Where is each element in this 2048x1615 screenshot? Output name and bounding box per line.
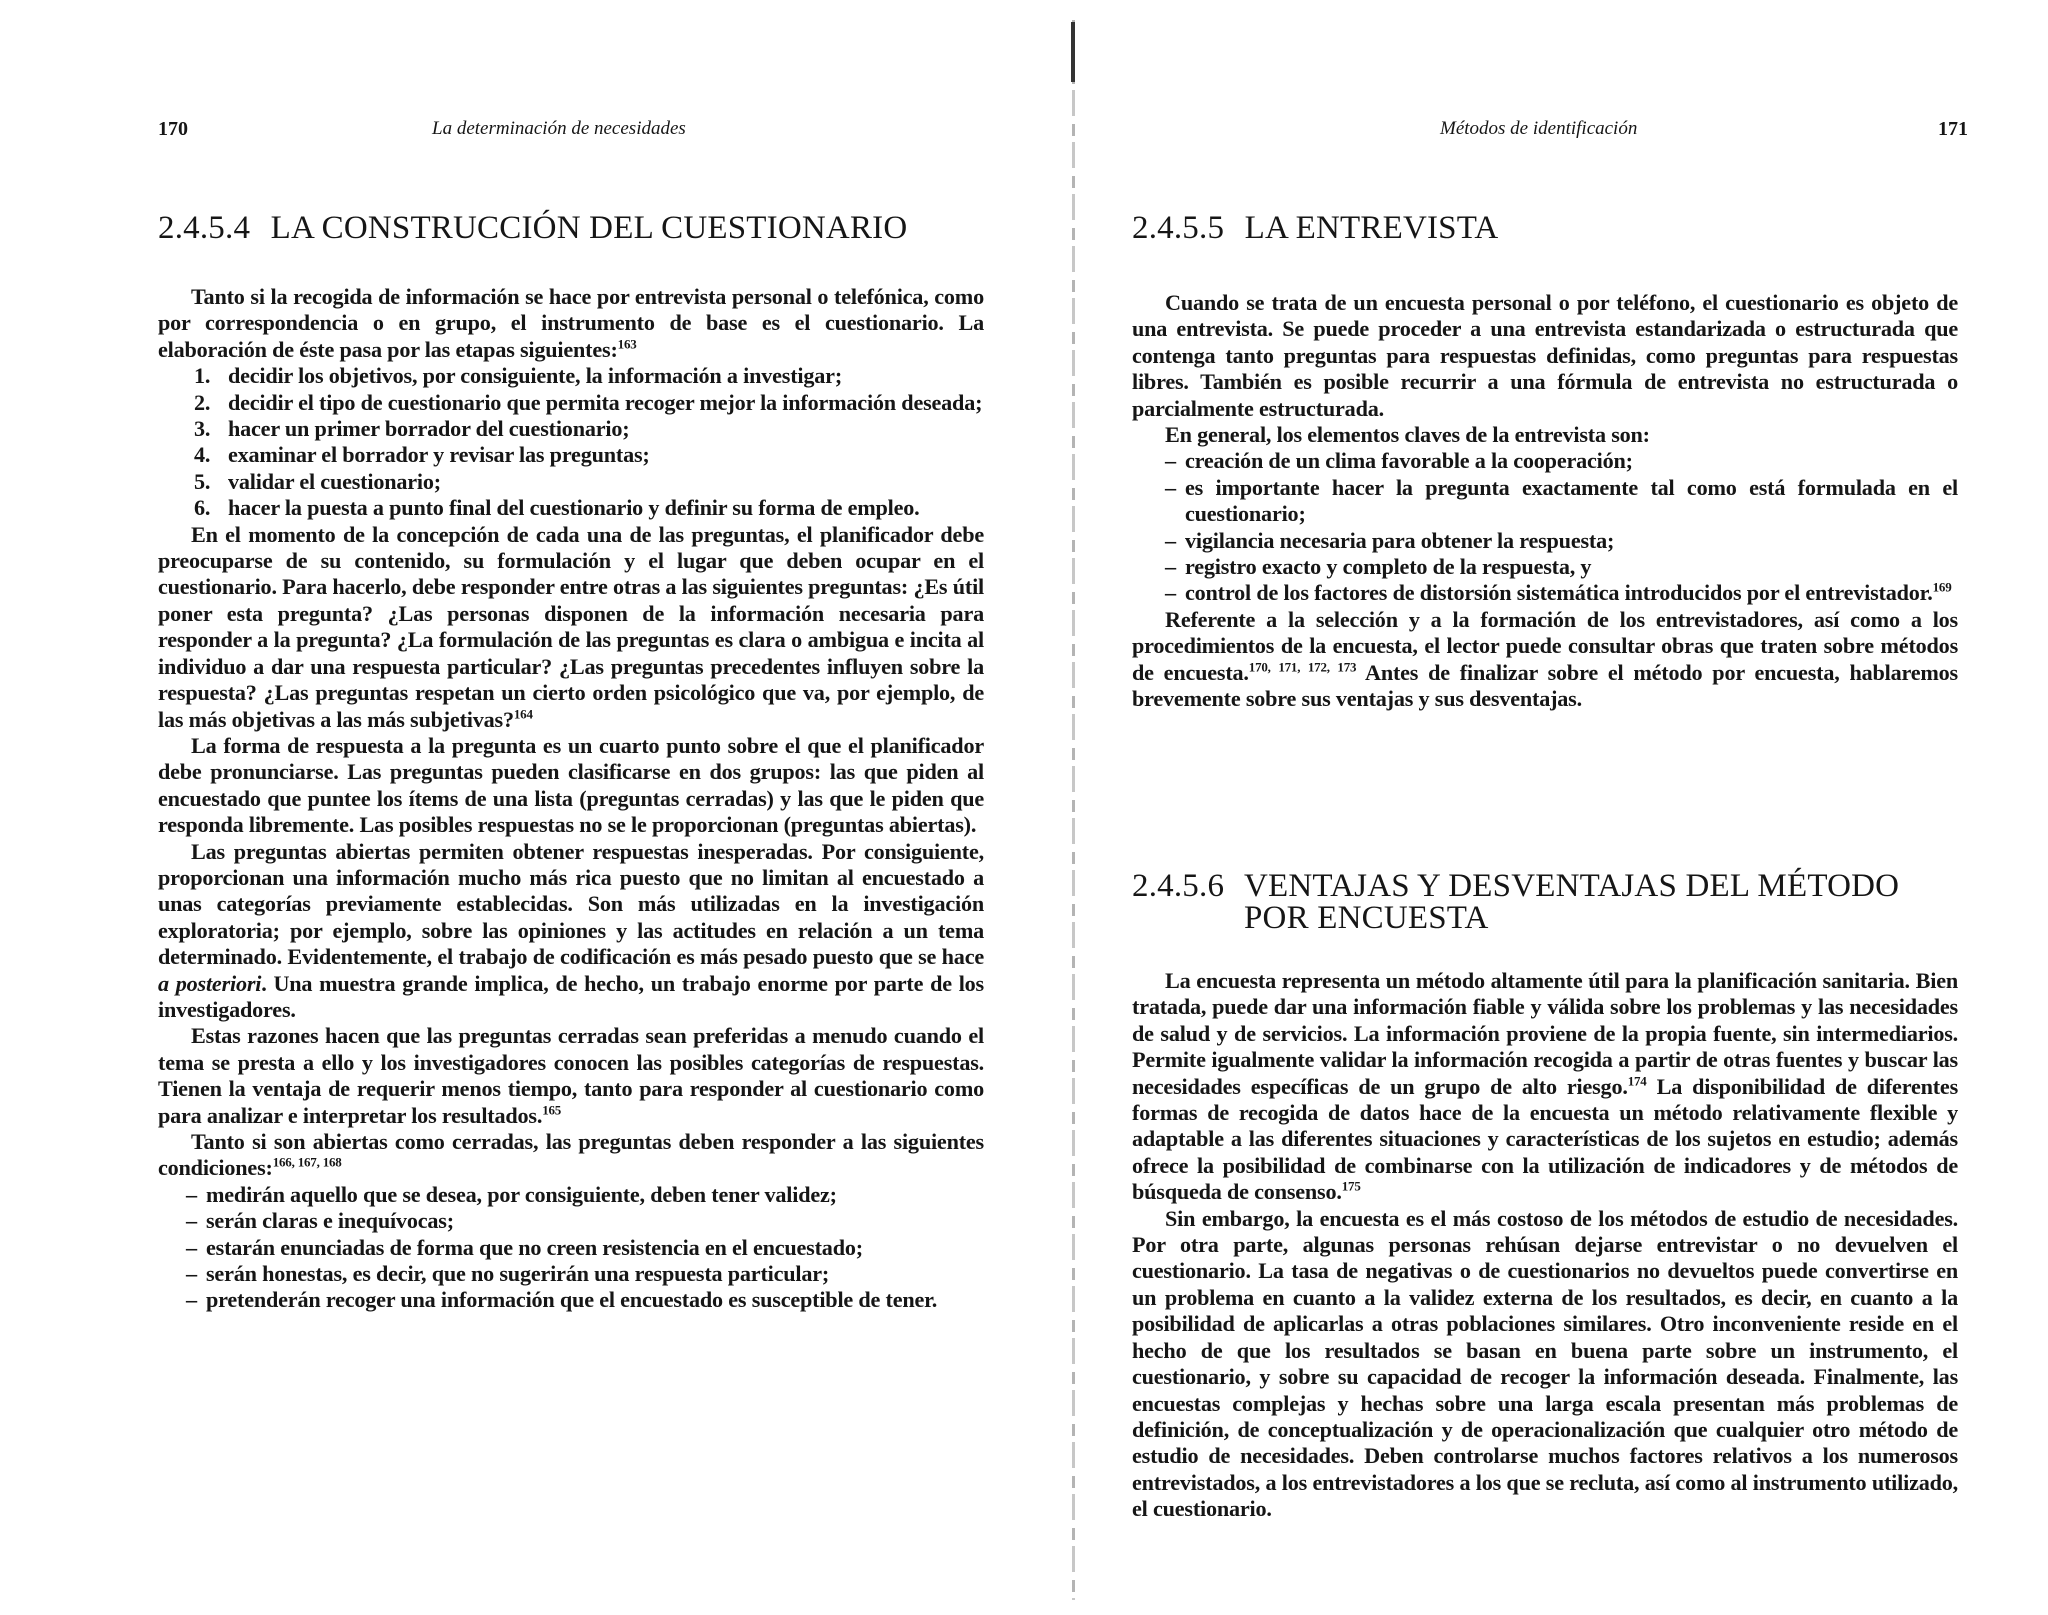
steps-list (158, 363, 984, 521)
list-item: – estarán enunciadas de forma que no creen resistencia en el encuestado; (186, 1234, 863, 1260)
section-number: 2.4.5.6 (1132, 868, 1225, 904)
footnote-ref: 175 (1341, 1178, 1361, 1194)
right-page (1078, 0, 2048, 1615)
page-number: 171 (1938, 118, 1968, 140)
paragraph: Tanto si la recogida de información se hace por entrevista personal o telefónica, como por correspondencia o en grupo, el instrumento de base es el cuestionario. La elaboración de éste pasa por las etapas siguientes:$^{163}$ (158, 284, 984, 362)
footnote-ref: 170, 171, 172, 173 (1248, 659, 1357, 675)
paragraph: Cuando se trata de un encuesta personal o por teléfono, el cuestionario es objeto de una entrevista. Se puede proceder a una entrevista estandarizada o estructurada que contenga tanto preguntas para respuestas definidas, como preguntas para respuestas libres. También es posible recurrir a una fórmula de entrevista no estructurada o parcialmente estructurada. (1132, 290, 1958, 421)
gutter-mark (1071, 22, 1075, 82)
list-item: 3. hacer un primer borrador del cuestionario; (194, 416, 630, 442)
list-item: – vigilancia necesaria para obtener la respuesta; (1165, 527, 1615, 553)
footnote-ref: 164 (513, 706, 533, 722)
paragraph: Referente a la selección y a la formación de los entrevistadores, así como a los procedimientos de la encuesta, el lector puede consultar obras que traten sobre métodos de encuesta.$^{170, 171, 172, 173}$ Antes de finalizar sobre el método por encuesta, hablaremos brevemente sobre sus ventajas y sus desventajas. (1132, 606, 1958, 712)
list-item: 4. examinar el borrador y revisar las preguntas; (194, 442, 650, 468)
section-heading (1132, 870, 1899, 934)
section-title-line: VENTAJAS Y DESVENTAJAS DEL MÉTODO (1244, 868, 1900, 904)
section-title-line: POR ENCUESTA (1244, 900, 1489, 936)
paragraph: En general, los elementos claves de la entrevista son: (1165, 422, 1650, 448)
conditions-list (186, 1182, 984, 1314)
section-heading (1132, 212, 1498, 244)
paragraph: La encuesta representa un método altamente útil para la planificación sanitaria. Bien tratada, puede dar una información fiable y válida sobre los problemas y las necesidades de salud y de servicios. La información proviene de la propia fuente, sin intermediarios. Permite igualmente validar la información recogida a partir de otras fuentes y buscar las necesidades específicas de un grupo de alto riesgo.$^{174}$ La disponibilidad de diferentes formas de recogida de datos hace de la encuesta un método relativamente flexible y adaptable a las diferentes situaciones y características de los sujetos en estudio; además ofrece la posibilidad de combinarse con la utilización de indicadores y de métodos de búsqueda de consenso.$^{175}$ (1132, 968, 1958, 1205)
body-text (1132, 968, 1958, 1523)
list-item: – pretenderán recoger una información que el encuestado es susceptible de tener. (186, 1287, 938, 1313)
section-number: 2.4.5.5 (1132, 210, 1225, 246)
list-item: – es importante hacer la pregunta exactamente tal como está formulada en el cuestionario; (1165, 474, 1958, 527)
footnote-ref: 169 (1932, 580, 1952, 596)
footnote-ref: 174 (1627, 1073, 1647, 1089)
page-number: 170 (158, 118, 188, 140)
footnote-ref: 163 (617, 336, 637, 352)
paragraph: La forma de respuesta a la pregunta es un cuarto punto sobre el que el planificador debe pronunciarse. Las preguntas pueden clasificarse en dos grupos: las que piden al encuestado que puntee los ítems de una lista (preguntas cerradas) y las que le piden que responda libremente. Las posibles respuestas no se le proporcionan (preguntas abiertas). (158, 732, 984, 838)
footnote-ref: 165 (542, 1102, 562, 1118)
paragraph: Tanto si son abiertas como cerradas, las preguntas deben responder a las siguientes condiciones:$^{166, 167, 168}$ (158, 1129, 984, 1181)
paragraph: En el momento de la concepción de cada una de las preguntas, el planificador debe preocuparse de su contenido, su formulación y el lugar que deben ocupar en el cuestionario. Para hacerlo, debe responder entre otras a las siguientes preguntas: ¿Es útil poner esta pregunta? ¿Las personas disponen de la información necesaria para responder a la pregunta? ¿La formulación de las preguntas es clara o ambigua e incita al individuo a dar una respuesta particular? ¿Las preguntas precedentes influyen sobre la respuesta? ¿Las preguntas respetan un cierto orden psicológico que va, por ejemplo, de las más objetivas a las más subjetivas?$^{164}$ (158, 521, 984, 732)
list-item: – serán honestas, es decir, que no sugerirán una respuesta particular; (186, 1261, 830, 1287)
list-item: – medirán aquello que se desea, por consiguiente, deben tener validez; (186, 1181, 837, 1207)
section-title: LA CONSTRUCCIÓN DEL CUESTIONARIO (270, 210, 908, 246)
elements-list (1165, 448, 1958, 606)
paragraph: Sin embargo, la encuesta es el más costoso de los métodos de estudio de necesidades. Por otra parte, algunas personas rehúsan dejarse entrevistar o no devuelven el cuestionario. La tasa de negativas o de cuestionarios no devueltos puede convertirse en un problema en cuanto a la validez externa de los resultados, es decir, en cuanto a la posibilidad de aplicarlas a otras poblaciones similares. Otro inconveniente reside en el hecho de que los resultados se basan en buena parte sobre un instrumento, el cuestionario, y sobre su capacidad de recoger la información deseada. Finalmente, las encuestas complejas y hechas sobre una larga escala presentan más problemas de definición, de conceptualización y de operacionalización que cualquier otro método de estudio de necesidades. Deben controlarse muchos factores relativos a los numerosos entrevistados, a los entrevistadores a los que se recluta, así como al instrumento utilizado, el cuestionario. (1132, 1205, 1958, 1522)
body-text (1132, 290, 1958, 713)
list-item: 6. hacer la puesta a punto final del cuestionario y definir su forma de empleo. (194, 495, 920, 521)
footnote-ref: 166, 167, 168 (272, 1155, 342, 1171)
list-item: – control de los factores de distorsión sistemática introducidos por el entrevistador.$^{169}$ (1165, 580, 1952, 606)
list-item: 2. decidir el tipo de cuestionario que permita recoger mejor la información deseada; (194, 389, 983, 415)
paragraph: Estas razones hacen que las preguntas cerradas sean preferidas a menudo cuando el tema se presta a ello y los investigadores conocen las posibles categorías de respuestas. Tienen la ventaja de requerir menos tiempo, tanto para responder al cuestionario como para analizar e interpretar los resultados.$^{165}$ (158, 1023, 984, 1128)
list-item: – registro exacto y completo de la respuesta, y (1165, 554, 1592, 580)
list-item: 5. validar el cuestionario; (194, 468, 441, 494)
section-number: 2.4.5.4 (158, 210, 251, 246)
body-text (158, 284, 984, 1314)
paragraph: Las preguntas abiertas permiten obtener respuestas inesperadas. Por consiguiente, proporcionan una información mucho más rica puesto que no limitan al encuestado a unas categorías previamente establecidas. Son más utilizadas en la investigación exploratoria; por ejemplo, sobre las opiniones y las actitudes en relación a un tema determinado. Evidentemente, el trabajo de codificación es más pesado puesto que se hace a posteriori. Una muestra grande implica, de hecho, un trabajo enorme por parte de los investigadores. (158, 838, 984, 1022)
section-heading (158, 212, 907, 244)
section-title: LA ENTREVISTA (1244, 210, 1499, 246)
running-title: Métodos de identificación (1440, 118, 1638, 139)
running-title: La determinación de necesidades (432, 118, 686, 139)
list-item: – creación de un clima favorable a la cooperación; (1165, 448, 1633, 474)
list-item: 1. decidir los objetivos, por consiguiente, la información a investigar; (194, 363, 843, 389)
book-gutter (1072, 20, 1075, 1600)
list-item: – serán claras e inequívocas; (186, 1208, 454, 1234)
